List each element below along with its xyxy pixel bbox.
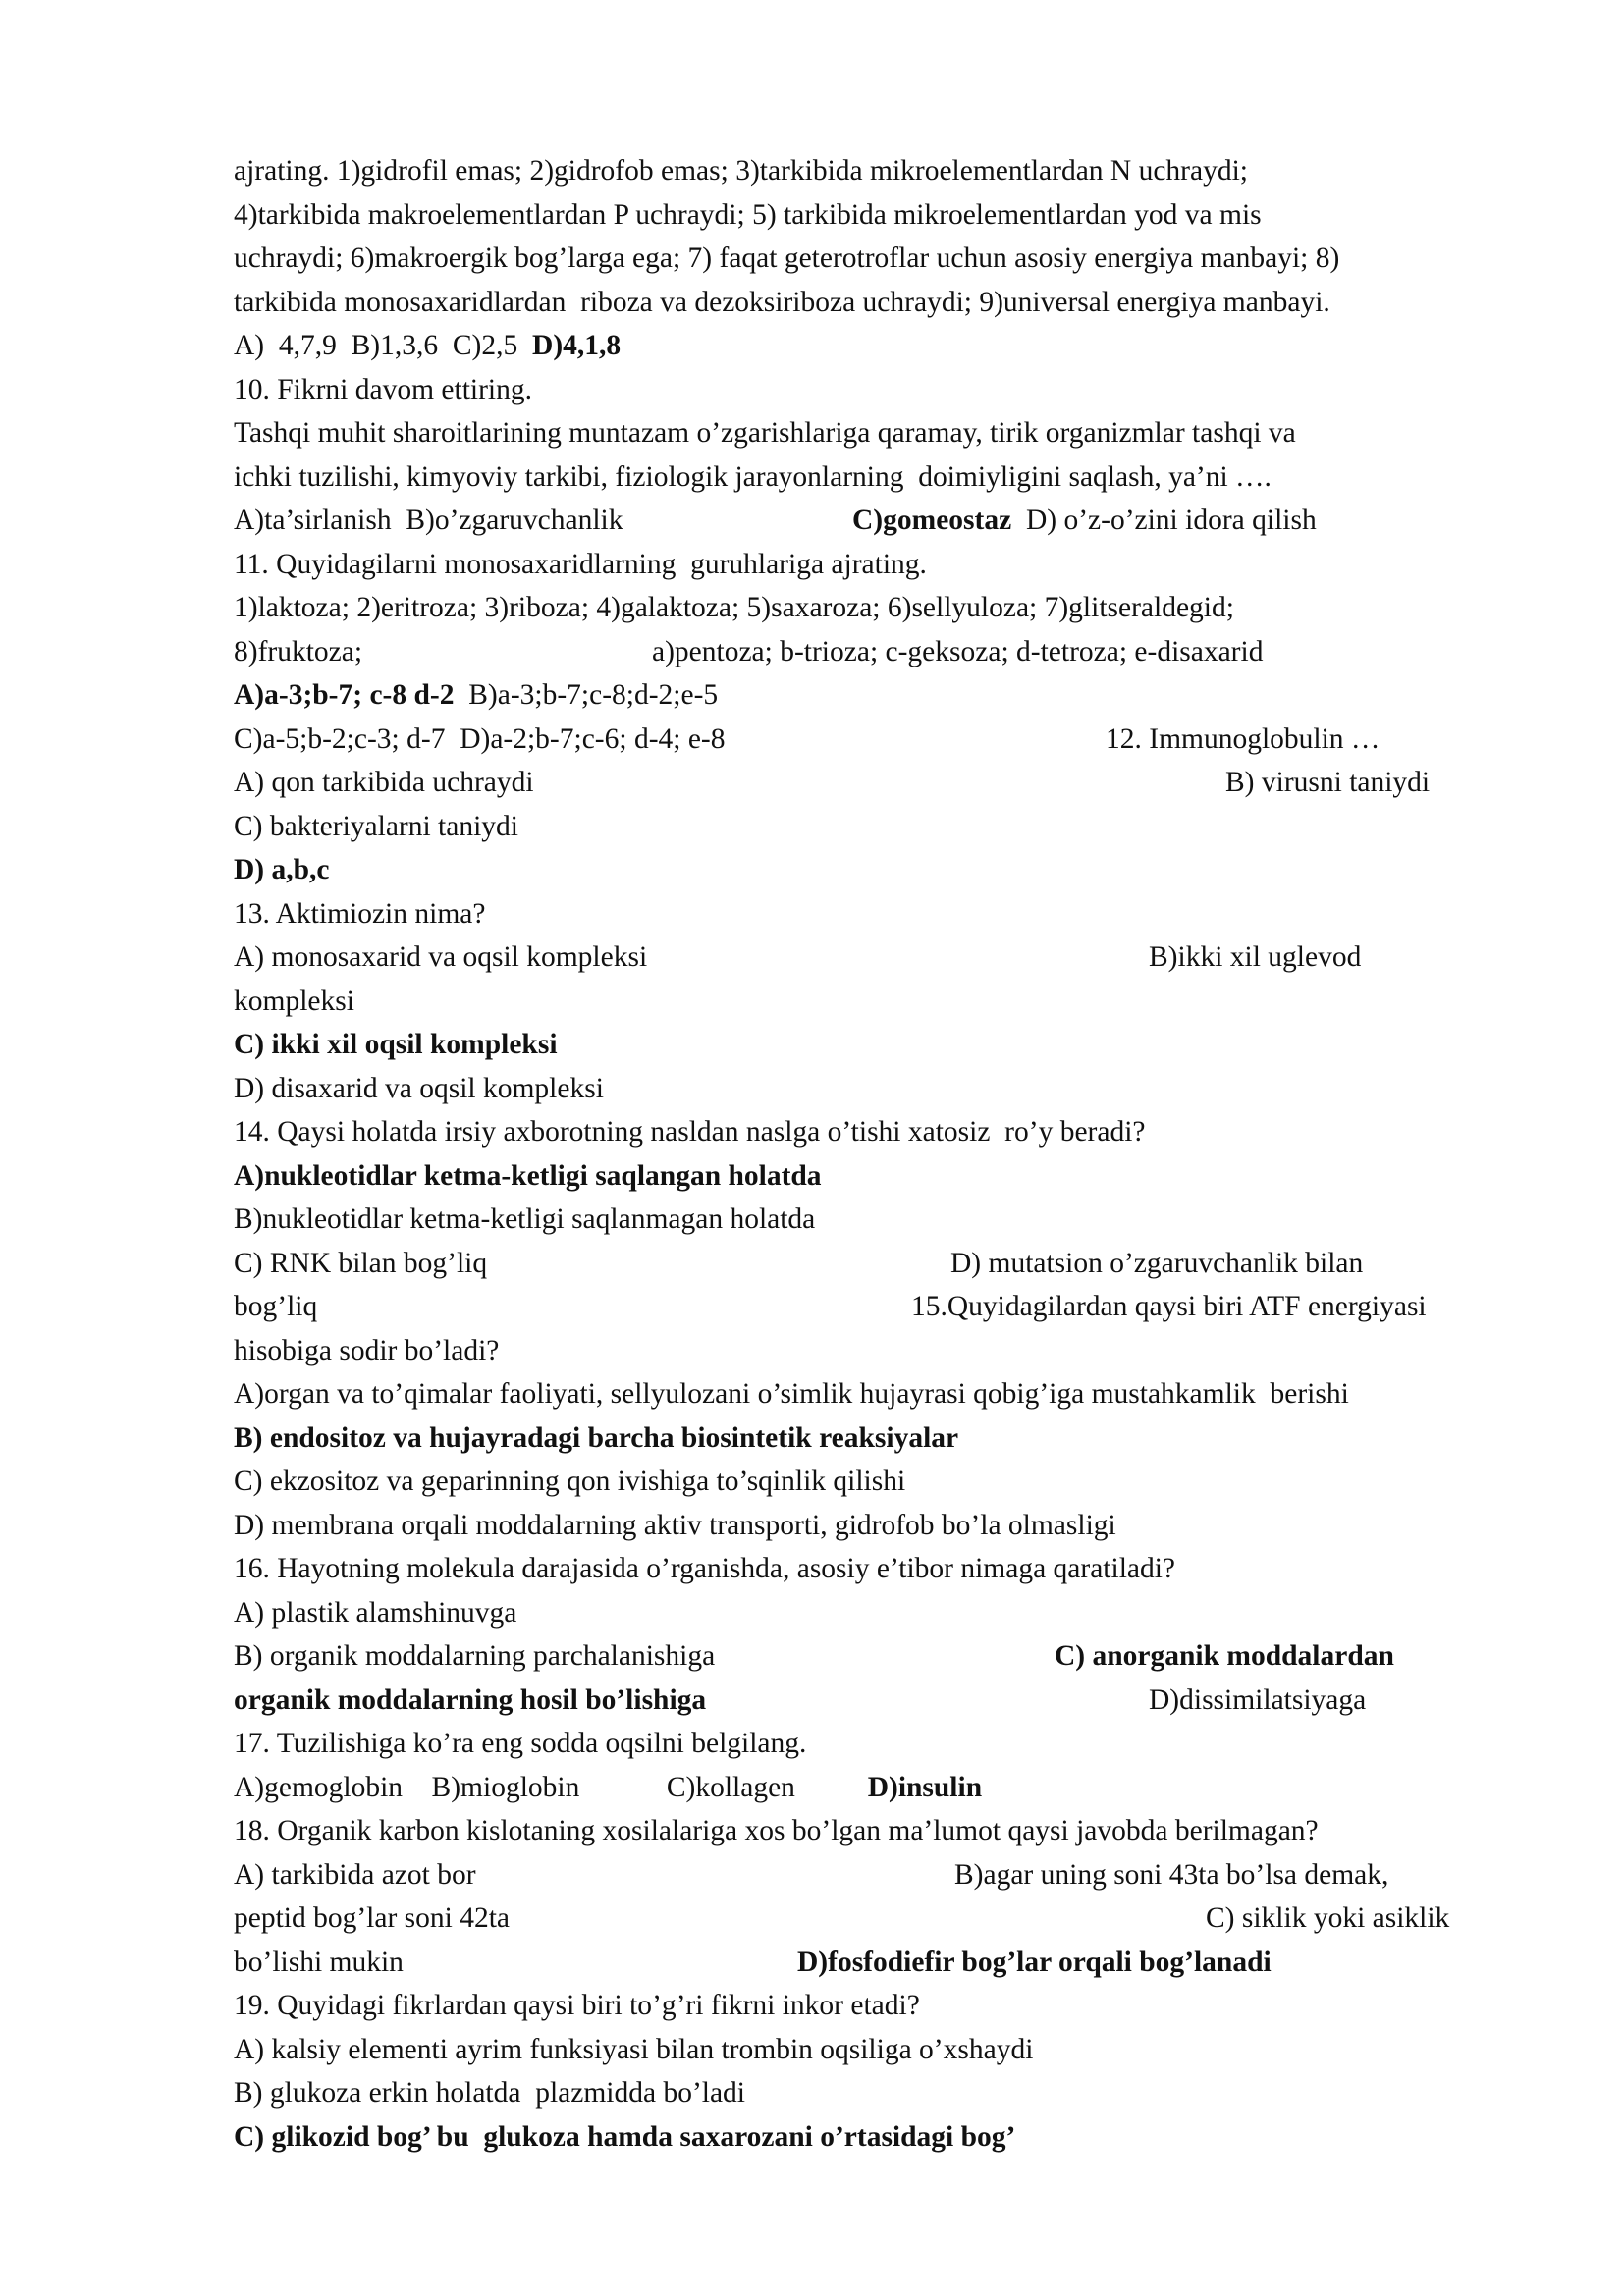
correct-answer: C) glikozid bog’ bu glukoza hamda saxarozani o’rtasidagi bog’ bbox=[234, 2121, 1016, 2153]
answer-options-line: A) tarkibida azot bor B)agar uning soni 43ta bo’lsa demak, bbox=[234, 1859, 1389, 1891]
question-10: 10. Fikrni davom ettiring. bbox=[234, 374, 532, 405]
correct-answer: organik moddalarning hosil bo’lishiga bbox=[234, 1684, 707, 1716]
text-line: B) glukoza erkin holatda plazmidda bo’ladi bbox=[234, 2077, 746, 2109]
text-line: uchraydi; 6)makroergik bog’larga ega; 7) faqat geterotroflar uchun asosiy energiya manbayi; 8) bbox=[234, 242, 1340, 274]
correct-answer: D)insulin bbox=[867, 1772, 983, 1803]
text-line: ajrating. 1)gidrofil emas; 2)gidrofob emas; 3)tarkibida mikroelementlardan N uchraydi; bbox=[234, 155, 1248, 187]
question-16: 16. Hayotning molekula darajasida o’rganishda, asosiy e’tibor nimaga qaratiladi? bbox=[234, 1553, 1176, 1584]
answer-options-line: A) 4,7,9 B)1,3,6 C)2,5 D)4,1,8 bbox=[234, 330, 622, 361]
correct-answer: A)nukleotidlar ketma-ketligi saqlangan holatda bbox=[234, 1160, 822, 1192]
answer-options-line: A)ta’sirlanish B)o’zgaruvchanlik C)gomeostaz D) o’z-o’zini idora qilish bbox=[234, 505, 1317, 536]
text-line: A) plastik alamshinuvga bbox=[234, 1597, 517, 1629]
answer-options-line: C)a-5;b-2;c-3; d-7 D)a-2;b-7;c-6; d-4; e-8 12. Immunoglobulin … bbox=[234, 720, 726, 759]
text-line: 4)tarkibida makroelementlardan P uchraydi; 5) tarkibida mikroelementlardan yod va mis bbox=[234, 199, 1262, 231]
question-12: 12. Immunoglobulin … bbox=[1106, 723, 1380, 755]
question-17: 17. Tuzilishiga ko’ra eng sodda oqsilni belgilang. bbox=[234, 1728, 807, 1759]
answer-options-line: A)a-3;b-7; c-8 d-2 B)a-3;b-7;c-8;d-2;e-5 bbox=[234, 679, 719, 711]
correct-answer: C) ikki xil oqsil kompleksi bbox=[234, 1029, 558, 1060]
question-15: 15.Quyidagilardan qaysi biri ATF energiyasi bbox=[911, 1291, 1427, 1322]
text-line: D) disaxarid va oqsil kompleksi bbox=[234, 1073, 604, 1104]
text-line: A)organ va to’qimalar faoliyati, sellyulozani o’simlik hujayrasi qobig’iga mustahkamlik berishi bbox=[234, 1378, 1349, 1410]
text-line: D) membrana orqali moddalarning aktiv transporti, gidrofob bo’la olmasligi bbox=[234, 1510, 1116, 1541]
answer-options-line: A)gemoglobin B)mioglobin C)kollagen D)insulin bbox=[234, 1772, 983, 1803]
correct-answer: B) endositoz va hujayradagi barcha biosintetik reaksiyalar bbox=[234, 1422, 959, 1454]
answer-options-line: B) organik moddalarning parchalanishiga C) anorganik moddalardan bbox=[234, 1636, 715, 1676]
answer-options-line: A) qon tarkibida uchraydi B) virusni taniydi bbox=[234, 767, 1431, 798]
text-line: bo’lishi mukin D)fosfodiefir bog’lar orqali bog’lanadi bbox=[234, 1943, 404, 1982]
correct-answer: A)a-3;b-7; c-8 d-2 bbox=[234, 679, 455, 711]
question-18: 18. Organik karbon kislotaning xosilalariga xos bo’lgan ma’lumot qaysi javobda berilmagan? bbox=[234, 1815, 1319, 1846]
text-line: C) bakteriyalarni taniydi bbox=[234, 811, 518, 842]
text-line: kompleksi bbox=[234, 986, 354, 1017]
text-line: Tashqi muhit sharoitlarining muntazam o’zgarishlariga qaramay, tirik organizmlar tashqi va bbox=[234, 417, 1296, 449]
answer-options-line: organik moddalarning hosil bo’lishiga D)dissimilatsiyaga bbox=[234, 1684, 1367, 1716]
text-line: hisobiga sodir bo’ladi? bbox=[234, 1335, 500, 1366]
correct-answer: C) anorganik moddalardan bbox=[1055, 1640, 1394, 1672]
question-14: 14. Qaysi holatda irsiy axborotning nasldan naslga o’tishi xatosiz ro’y beradi? bbox=[234, 1116, 1146, 1148]
text-line: 8)fruktoza; a)pentoza; b-trioza; c-geksoza; d-tetroza; e-disaxarid bbox=[234, 636, 1264, 667]
text-line: ichki tuzilishi, kimyoviy tarkibi, fiziologik jarayonlarning doimiyligini saqlash, ya’ni …. bbox=[234, 461, 1272, 493]
question-19: 19. Quyidagi fikrlardan qaysi biri to’g’ri fikrni inkor etadi? bbox=[234, 1990, 920, 2021]
text-line: tarkibida monosaxaridlardan riboza va dezoksiriboza uchraydi; 9)universal energiya manbayi. bbox=[234, 287, 1330, 318]
answer-options-line: A) monosaxarid va oqsil kompleksi B)ikki xil uglevod bbox=[234, 941, 1362, 973]
text-line: 1)laktoza; 2)eritroza; 3)riboza; 4)galaktoza; 5)saxaroza; 6)sellyuloza; 7)glitseraldegid; bbox=[234, 592, 1234, 623]
text-line: bog’liq 15.Quyidagilardan qaysi biri ATF energiyasi bbox=[234, 1287, 317, 1326]
correct-answer: D) a,b,c bbox=[234, 854, 330, 885]
correct-answer: D)fosfodiefir bog’lar orqali bog’lanadi bbox=[797, 1947, 1272, 1978]
text-line: A) kalsiy elementi ayrim funksiyasi bilan trombin oqsiliga o’xshaydi bbox=[234, 2034, 1034, 2065]
question-11: 11. Quyidagilarni monosaxaridlarning guruhlariga ajrating. bbox=[234, 549, 927, 580]
answer-options-line: C) RNK bilan bog’liq D) mutatsion o’zgaruvchanlik bilan bbox=[234, 1248, 1364, 1279]
correct-answer: C)gomeostaz bbox=[852, 505, 1012, 536]
correct-answer: D)4,1,8 bbox=[532, 330, 622, 361]
question-13: 13. Aktimiozin nima? bbox=[234, 898, 486, 930]
text-line: B)nukleotidlar ketma-ketligi saqlanmagan holatda bbox=[234, 1203, 816, 1235]
text-line: peptid bog’lar soni 42ta C) siklik yoki asiklik bbox=[234, 1902, 1450, 1934]
text-line: C) ekzositoz va geparinning qon ivishiga to’sqinlik qilishi bbox=[234, 1466, 906, 1497]
